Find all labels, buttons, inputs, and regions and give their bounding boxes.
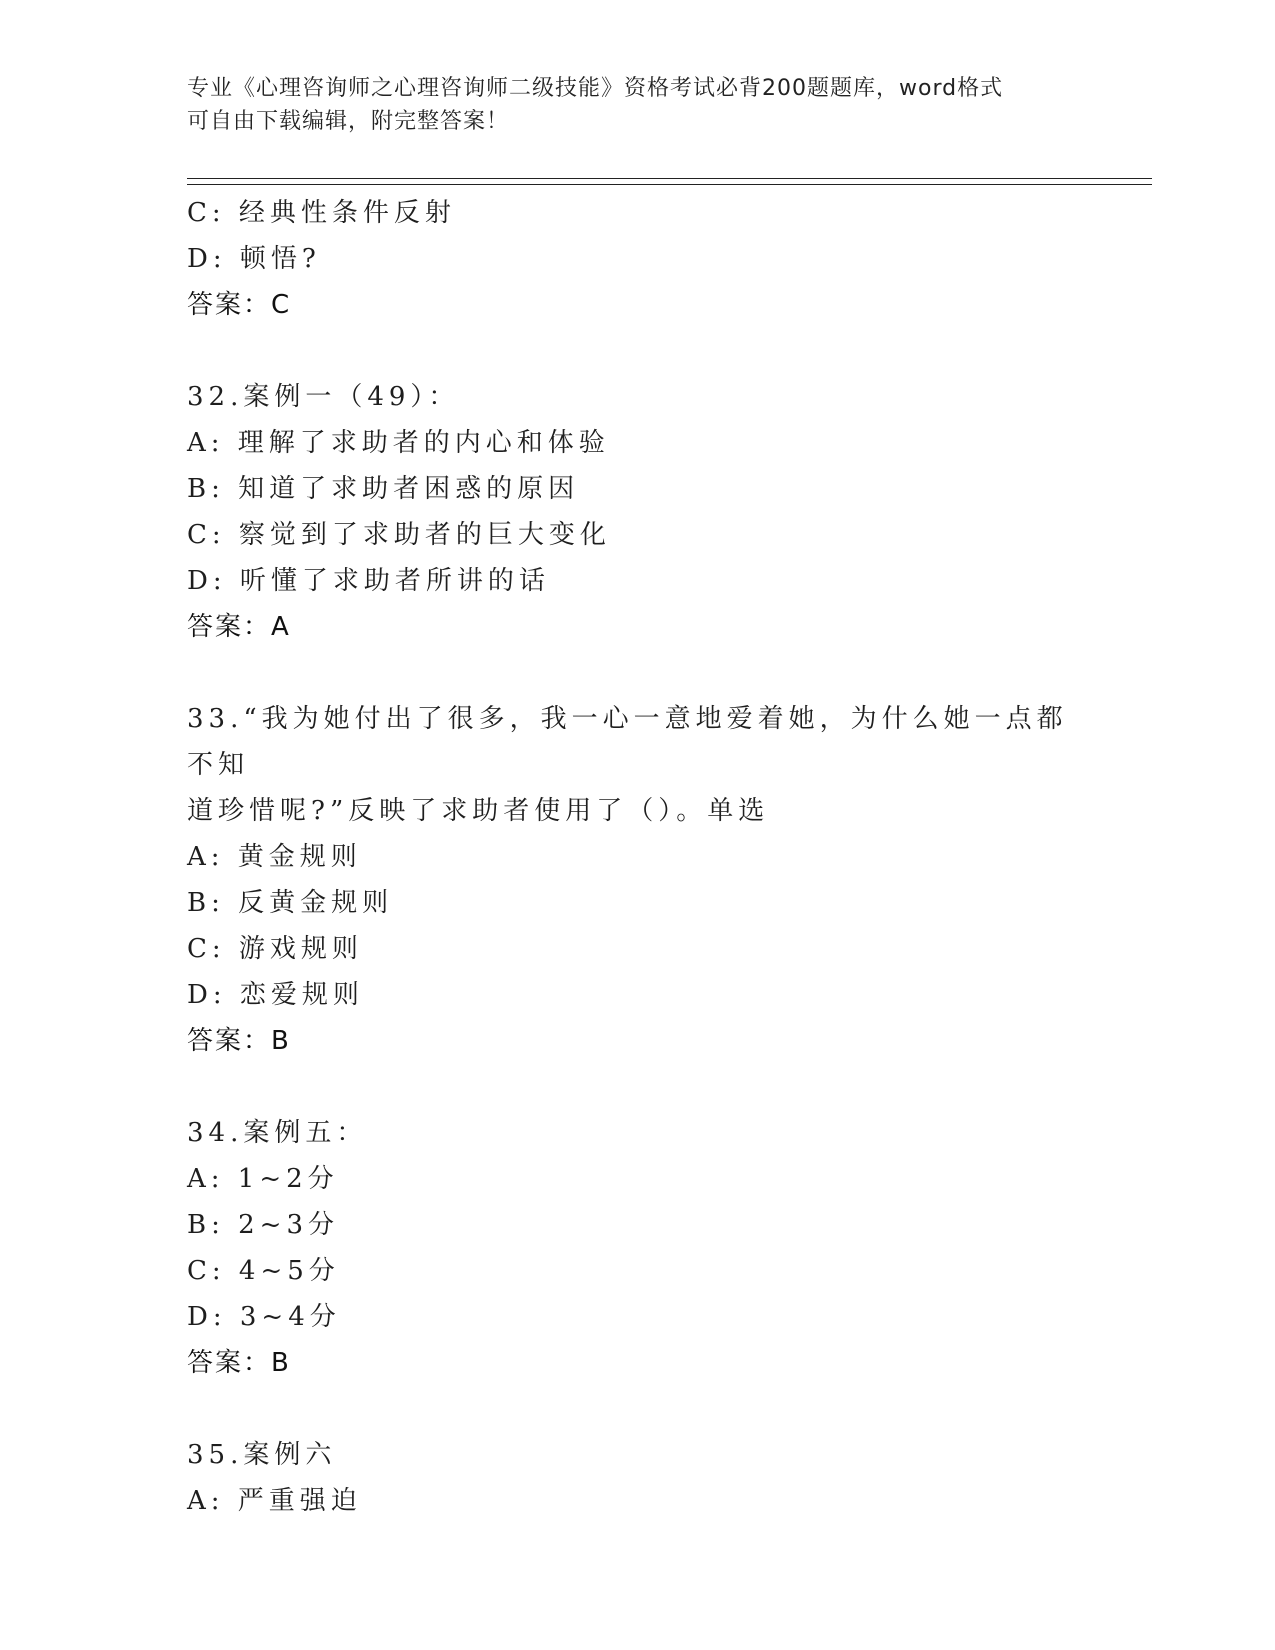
option-d: D: 听懂了求助者所讲的话 (187, 566, 550, 596)
document-header (187, 72, 1087, 138)
spacer (187, 650, 1087, 696)
option-a: A: 1~2分 (187, 1164, 339, 1194)
option-b: B: 2~3分 (187, 1210, 340, 1240)
header-divider (187, 178, 1152, 185)
header-line-2: 可自由下载编辑，附完整答案！ (187, 109, 510, 134)
header-line-1: 专业《心理咨询师之心理咨询师二级技能》资格考试必背200题题库，word格式 (187, 76, 1004, 101)
option-d: D: 3~4分 (187, 1302, 341, 1332)
spacer (187, 1386, 1087, 1432)
question-stem: 35.案例六 (187, 1440, 337, 1470)
question-33 (187, 696, 1087, 1064)
option-c: C: 经典性条件反射 (187, 198, 456, 228)
option-c: C: 4~5分 (187, 1256, 340, 1286)
option-d: D: 恋爱规则 (187, 980, 364, 1010)
question-31-continued (187, 190, 1087, 328)
question-34 (187, 1110, 1087, 1386)
answer-line: 答案：C (187, 290, 292, 320)
answer-line: 答案：B (187, 1026, 291, 1056)
answer-line: 答案：A (187, 612, 291, 642)
question-35 (187, 1432, 1087, 1524)
question-list (187, 190, 1087, 1524)
option-a: A: 黄金规则 (187, 842, 362, 872)
option-a: A: 严重强迫 (187, 1486, 362, 1516)
option-b: B: 知道了求助者困惑的原因 (187, 474, 580, 504)
question-stem-line-2: 道珍惜呢?”反映了求助者使用了（）。单选 (187, 796, 770, 826)
option-a: A: 理解了求助者的内心和体验 (187, 428, 610, 458)
option-c: C: 察觉到了求助者的巨大变化 (187, 520, 611, 550)
spacer (187, 1064, 1087, 1110)
spacer (187, 328, 1087, 374)
question-stem: 34.案例五： (187, 1118, 368, 1148)
option-d: D: 顿悟? (187, 244, 321, 274)
option-b: B: 反黄金规则 (187, 888, 394, 918)
question-stem-line-1: 33.“我为她付出了很多，我一心一意地爱着她，为什么她一点都不知 (187, 704, 1068, 780)
question-32 (187, 374, 1087, 650)
answer-line: 答案：B (187, 1348, 291, 1378)
option-c: C: 游戏规则 (187, 934, 363, 964)
question-stem: 32.案例一（49）： (187, 382, 460, 412)
